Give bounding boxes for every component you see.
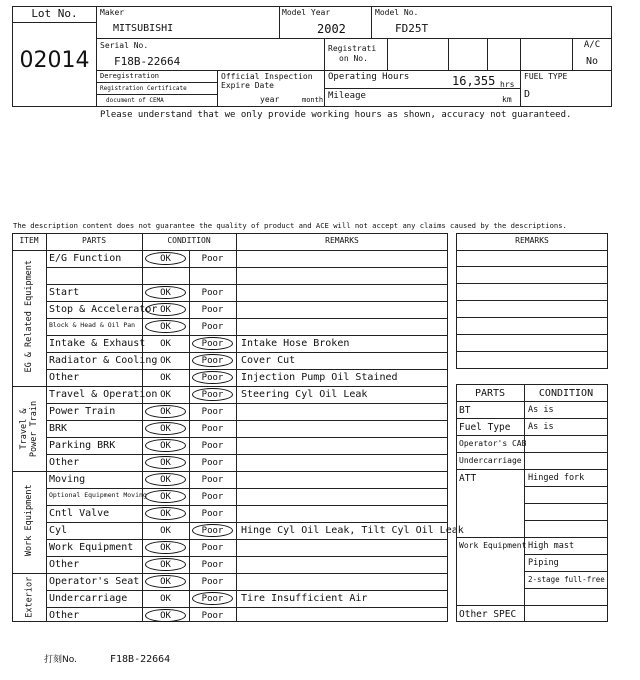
- dereg-label: Deregistration: [100, 72, 160, 80]
- dereg-doc-label: document of CEMA: [106, 97, 164, 104]
- serial-label: Serial No.: [100, 41, 149, 50]
- maker-value: MITSUBISHI: [113, 23, 174, 34]
- ok-option: OK: [160, 305, 171, 315]
- poor-option: Poor: [201, 611, 224, 621]
- group-label: Exterior: [23, 576, 34, 618]
- poor-option: Poor: [201, 305, 224, 315]
- right-cond-value: Piping: [528, 558, 559, 568]
- part-label: Start: [49, 287, 80, 298]
- ok-circle-mark: [145, 507, 186, 520]
- ok-option: OK: [160, 441, 171, 451]
- registration-label: Registrati: [328, 44, 377, 53]
- poor-option: Poor: [201, 509, 224, 519]
- right-part-label: Work Equipment: [459, 541, 527, 550]
- part-label: Optional Equipment Moving: [49, 491, 147, 499]
- poor-option: Poor: [201, 407, 224, 417]
- right-part-label: ATT: [459, 473, 477, 484]
- remark-text: Steering Cyl Oil Leak: [241, 389, 368, 400]
- poor-option: Poor: [201, 526, 224, 536]
- ok-option: OK: [160, 543, 171, 553]
- col-remarks: REMARKS: [325, 236, 359, 245]
- right-part-label: Other SPEC: [459, 609, 517, 620]
- right-cond-value: As is: [528, 405, 554, 415]
- poor-option: Poor: [201, 254, 224, 264]
- ok-circle-mark: [145, 320, 186, 333]
- poor-option: Poor: [201, 339, 224, 349]
- dereg-cert-label: Registration Certificate: [100, 85, 187, 92]
- ac-label: A/C: [583, 40, 601, 50]
- inspection-label: Official Inspection: [221, 72, 313, 81]
- part-label: Moving: [49, 474, 86, 485]
- poor-circle-mark: [192, 524, 233, 537]
- part-label: Cntl Valve: [49, 508, 110, 519]
- fuel-type-label: FUEL TYPE: [524, 72, 568, 81]
- poor-option: Poor: [201, 594, 224, 604]
- registration-label-2: on No.: [339, 54, 368, 63]
- part-label: Intake & Exhaust: [49, 338, 146, 349]
- poor-option: Poor: [201, 390, 224, 400]
- ok-option: OK: [160, 526, 171, 536]
- right-part-label: Fuel Type: [459, 422, 511, 433]
- right-col-parts: PARTS: [474, 388, 506, 399]
- poor-option: Poor: [201, 356, 224, 366]
- part-label: Parking BRK: [49, 440, 116, 451]
- right-col-condition: CONDITION: [538, 388, 594, 399]
- poor-option: Poor: [201, 577, 224, 587]
- month-label: month: [302, 96, 324, 104]
- ok-option: OK: [160, 594, 171, 604]
- ok-option: OK: [160, 424, 171, 434]
- poor-circle-mark: [192, 354, 233, 367]
- stamp-label: 打刻No.: [44, 655, 77, 665]
- part-label: Stop & Accelerator: [49, 304, 158, 315]
- part-label: Other: [49, 372, 80, 383]
- ok-option: OK: [160, 458, 171, 468]
- poor-circle-mark: [192, 337, 233, 350]
- lot-number: 02014: [19, 48, 90, 73]
- poor-option: Poor: [201, 543, 224, 553]
- ok-option: OK: [160, 373, 171, 383]
- ok-option: OK: [160, 407, 171, 417]
- col-condition: CONDITION: [167, 236, 211, 245]
- part-label: Travel & Operation: [49, 389, 158, 400]
- poor-circle-mark: [192, 388, 233, 401]
- right-part-label: Undercarriage: [459, 456, 522, 465]
- right-cond-value: As is: [528, 422, 554, 432]
- ok-circle-mark: [145, 303, 186, 316]
- inspection-label-2: Expire Date: [221, 81, 274, 90]
- part-label: Other: [49, 559, 80, 570]
- ok-option: OK: [160, 288, 171, 298]
- ok-circle-mark: [145, 286, 186, 299]
- ok-option: OK: [160, 254, 171, 264]
- model-no-value: FD25T: [395, 22, 429, 35]
- part-label: Undercarriage: [49, 593, 128, 604]
- ok-option: OK: [160, 492, 171, 502]
- ok-circle-mark: [145, 473, 186, 486]
- group-label: EG & Related Equipment: [23, 259, 34, 373]
- ok-option: OK: [160, 611, 171, 621]
- poor-option: Poor: [201, 373, 224, 383]
- poor-option: Poor: [201, 288, 224, 298]
- part-label: Radiator & Cooling: [49, 355, 158, 366]
- part-label: Block & Head & Oil Pan: [49, 321, 136, 329]
- ok-circle-mark: [145, 490, 186, 503]
- op-hours-label: Operating Hours: [328, 72, 410, 82]
- hours-notice: Please understand that we only provide working hours as shown, accuracy not guaranteed.: [100, 110, 572, 120]
- serial-value: F18B-22664: [114, 55, 181, 68]
- col-parts: PARTS: [81, 236, 107, 245]
- disclaimer: The description content does not guarantee the quality of product and ACE will not accept any claims caused by the descriptions.: [13, 221, 567, 230]
- ok-circle-mark: [145, 439, 186, 452]
- remark-text: Hinge Cyl Oil Leak, Tilt Cyl Oil Leak: [241, 525, 464, 536]
- right-cond-value: Hinged fork: [528, 473, 585, 483]
- right-cond-value: High mast: [528, 541, 575, 551]
- km-unit: km: [502, 95, 512, 104]
- ok-option: OK: [160, 356, 171, 366]
- ok-circle-mark: [145, 252, 186, 265]
- hrs-unit: hrs: [500, 80, 515, 89]
- poor-circle-mark: [192, 592, 233, 605]
- ok-option: OK: [160, 390, 171, 400]
- right-remarks-header: REMARKS: [515, 236, 549, 245]
- ok-option: OK: [160, 322, 171, 332]
- ok-circle-mark: [145, 456, 186, 469]
- ok-circle-mark: [145, 422, 186, 435]
- right-cond-value: 2-stage full-free: [528, 575, 605, 584]
- part-label: Other: [49, 457, 80, 468]
- right-part-label: BT: [459, 405, 471, 416]
- col-item: ITEM: [19, 236, 39, 245]
- ok-circle-mark: [145, 405, 186, 418]
- poor-option: Poor: [201, 492, 224, 502]
- remark-text: Injection Pump Oil Stained: [241, 372, 398, 383]
- model-year-label: Model Year: [282, 8, 331, 17]
- poor-option: Poor: [201, 560, 224, 570]
- remark-text: Tire Insufficient Air: [241, 593, 368, 604]
- group-label: Work Equipment: [23, 484, 34, 557]
- remark-text: Intake Hose Broken: [241, 338, 350, 349]
- ac-value: No: [585, 56, 599, 67]
- right-part-label: Operator's CAB: [459, 439, 527, 448]
- ok-circle-mark: [145, 541, 186, 554]
- ok-circle-mark: [145, 558, 186, 571]
- right-remarks-table: [456, 233, 608, 369]
- ok-option: OK: [160, 475, 171, 485]
- ok-option: OK: [160, 509, 171, 519]
- part-label: Other: [49, 610, 80, 621]
- stamp-value: F18B-22664: [110, 654, 171, 665]
- poor-option: Poor: [201, 424, 224, 434]
- part-label: BRK: [49, 423, 68, 434]
- op-hours-value: 16,355: [452, 74, 496, 88]
- year-label: year: [260, 95, 280, 104]
- poor-option: Poor: [201, 441, 224, 451]
- model-year-value: 2002: [317, 22, 346, 36]
- part-label: Work Equipment: [49, 542, 134, 553]
- part-label: Cyl: [49, 525, 68, 536]
- part-label: Operator's Seat: [49, 576, 140, 587]
- poor-option: Poor: [201, 475, 224, 485]
- poor-circle-mark: [192, 371, 233, 384]
- remark-text: Cover Cut: [241, 355, 296, 366]
- part-label: Power Train: [49, 406, 116, 417]
- maker-label: Maker: [100, 8, 125, 17]
- part-label: E/G Function: [49, 253, 122, 264]
- fuel-type-value: D: [524, 89, 531, 100]
- ok-circle-mark: [145, 609, 186, 622]
- ok-option: OK: [160, 339, 171, 349]
- lot-label: Lot No.: [31, 7, 78, 20]
- poor-option: Poor: [201, 322, 224, 332]
- group-label: Travel & Power Train: [19, 400, 39, 457]
- mileage-label: Mileage: [328, 91, 366, 101]
- ok-circle-mark: [145, 575, 186, 588]
- ok-option: OK: [160, 560, 171, 570]
- ok-option: OK: [160, 577, 171, 587]
- model-no-label: Model No.: [375, 8, 419, 17]
- poor-option: Poor: [201, 458, 224, 468]
